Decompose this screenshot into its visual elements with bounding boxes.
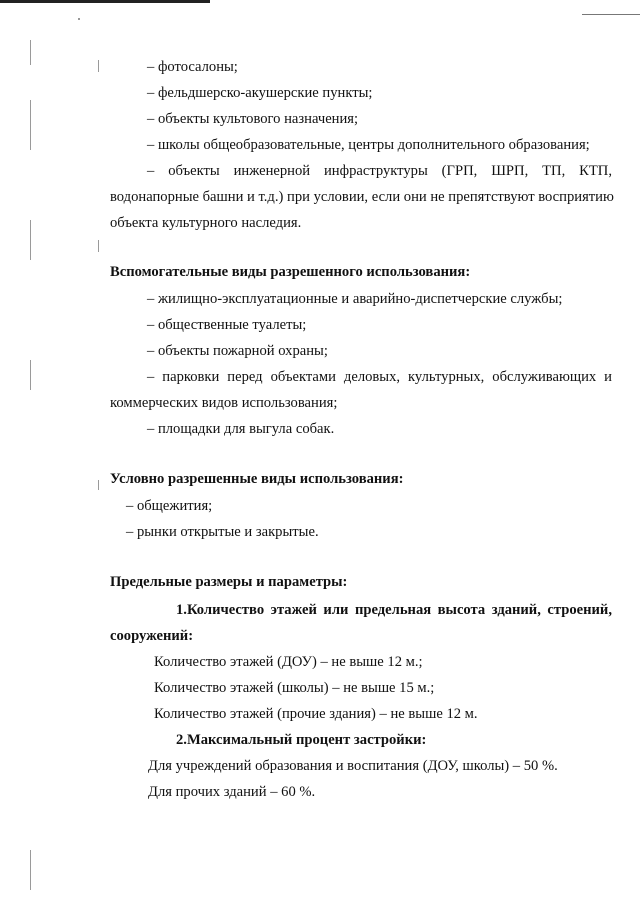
list-item: – жилищно-эксплуатационные и аварийно-диспетчерские службы;	[147, 291, 563, 307]
list-item: – рынки открытые и закрытые.	[126, 524, 319, 540]
list-item: – площадки для выгула собак.	[147, 421, 335, 437]
scan-margin-mark	[30, 40, 31, 65]
list-item: – объекты пожарной охраны;	[147, 343, 328, 359]
list-item-continuation: коммерческих видов использования;	[110, 395, 338, 411]
parameter-line: Количество этажей (прочие здания) – не выше 12 м.	[154, 706, 478, 722]
list-item-continuation: водонапорные башни и т.д.) при условии, если они не препятствуют восприятию	[110, 189, 614, 205]
scan-margin-mark	[98, 480, 99, 490]
scan-margin-mark	[30, 220, 31, 260]
subsection-title: 1.Количество этажей или предельная высота зданий, строений,	[176, 602, 612, 618]
scan-margin-mark	[98, 60, 99, 72]
scan-margin-mark	[30, 850, 31, 890]
section-heading: Условно разрешенные виды использования:	[110, 471, 404, 487]
scan-edge-line-right	[582, 14, 640, 15]
parameter-line: Для прочих зданий – 60 %.	[148, 784, 316, 800]
list-item: – фотосалоны;	[147, 59, 238, 75]
scan-margin-mark	[30, 100, 31, 150]
list-item: – общественные туалеты;	[147, 317, 307, 333]
parameter-line: Количество этажей (школы) – не выше 15 м.;	[154, 680, 435, 696]
list-item: – школы общеобразовательные, центры дополнительного образования;	[147, 137, 590, 153]
scan-margin-mark	[30, 360, 31, 390]
parameter-line: Для учреждений образования и воспитания (ДОУ, школы) – 50 %.	[148, 758, 558, 774]
scan-margin-mark	[98, 240, 99, 252]
list-item: – объекты инженерной инфраструктуры (ГРП, ШРП, ТП, КТП,	[147, 163, 612, 179]
list-item: – общежития;	[126, 498, 213, 514]
list-item-continuation: объекта культурного наследия.	[110, 215, 302, 231]
parameter-line: Количество этажей (ДОУ) – не выше 12 м.;	[154, 654, 423, 670]
section-heading: Предельные размеры и параметры:	[110, 574, 348, 590]
section-heading: Вспомогательные виды разрешенного использования:	[110, 264, 471, 280]
scan-edge-line	[0, 0, 210, 3]
subsection-title: 2.Максимальный процент застройки:	[176, 732, 427, 748]
list-item: – объекты культового назначения;	[147, 111, 359, 127]
list-item: – фельдшерско-акушерские пункты;	[147, 85, 373, 101]
list-item: – парковки перед объектами деловых, культурных, обслуживающих и	[147, 369, 612, 385]
scan-dot	[78, 18, 80, 20]
subsection-title-continuation: сооружений:	[110, 628, 194, 644]
